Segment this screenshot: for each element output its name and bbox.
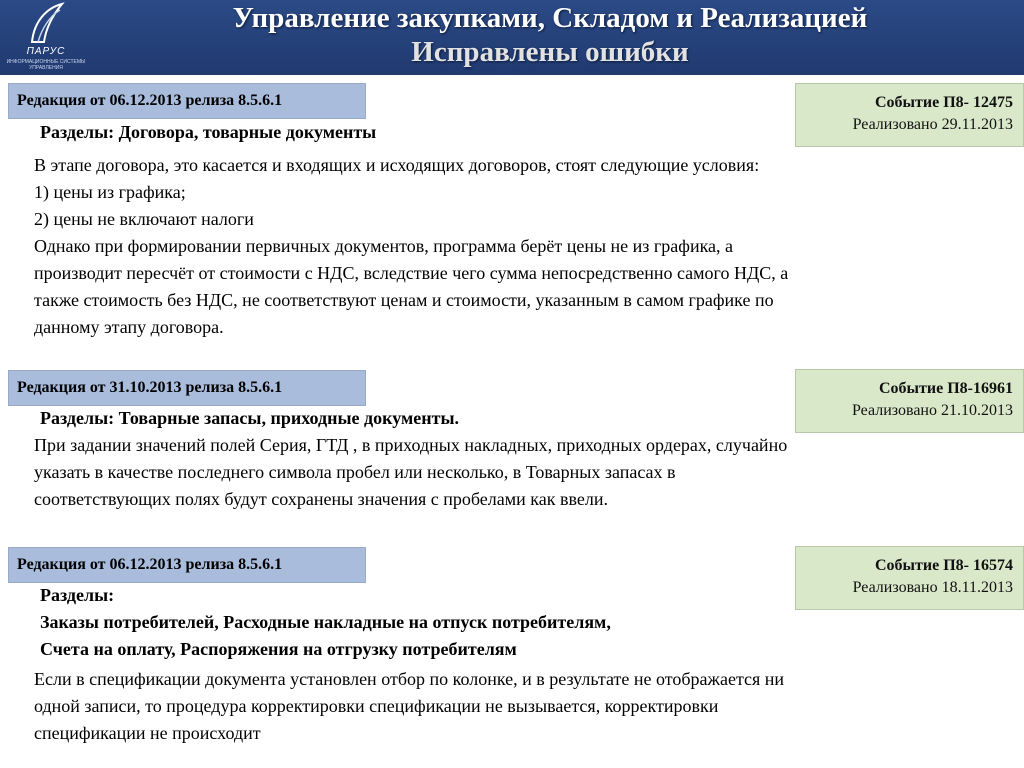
text-line: 2) цены не включают налоги: [34, 209, 254, 229]
event-title: Событие П8- 16574: [875, 557, 1013, 574]
text-line: спецификации не происходит: [34, 723, 261, 743]
sections-line: Разделы: Договора, товарные документы: [40, 122, 377, 142]
page-subtitle: Исправлены ошибки: [411, 36, 689, 68]
sections-line: Счета на оплату, Распоряжения на отгрузку потребителям: [40, 639, 517, 659]
text-line: одной записи, то процедура корректировки спецификации не вызывается, корректировки: [34, 696, 719, 716]
event-date: Реализовано 29.11.2013: [852, 116, 1013, 133]
event-box: [795, 369, 1024, 433]
description-text: [34, 432, 994, 513]
event-box: [795, 546, 1024, 610]
event-date: Реализовано 18.11.2013: [852, 579, 1013, 596]
sections-heading: [40, 582, 611, 663]
slide-header: [0, 0, 1024, 75]
edition-badge: Редакция от 31.10.2013 релиза 8.5.6.1: [8, 370, 366, 406]
event-date: Реализовано 21.10.2013: [851, 402, 1013, 419]
text-line: указать в качестве последнего символа пробел или несколько, в Товарных запасах в: [34, 462, 676, 482]
description-text: [34, 152, 994, 341]
edition-badge: Редакция от 06.12.2013 релиза 8.5.6.1: [8, 83, 366, 119]
text-line: соответствующих полях будут сохранены значения с пробелами как ввели.: [34, 489, 608, 509]
sections-line: Разделы: Товарные запасы, приходные документы.: [40, 408, 460, 428]
text-line: также стоимость без НДС, не соответствуют ценам и стоимости, указанным в самом графике по: [34, 290, 774, 310]
page-title: Управление закупками, Складом и Реализацией: [232, 2, 868, 34]
text-line: В этапе договора, это касается и входящих и исходящих договоров, стоят следующие условия:: [34, 155, 760, 175]
logo-tagline: ИНФОРМАЦИОННЫЕ СИСТЕМЫ УПРАВЛЕНИЯ: [6, 59, 86, 71]
logo-word: ПАРУС: [26, 46, 66, 57]
text-line: Если в спецификации документа установлен отбор по колонке, и в результате не отображается ни: [34, 669, 785, 689]
text-line: При задании значений полей Серия, ГТД , в приходных накладных, приходных ордерах, случайно: [34, 435, 788, 455]
event-box: [795, 83, 1024, 147]
sections-line: Заказы потребителей, Расходные накладные на отпуск потребителям,: [40, 612, 611, 632]
company-logo: [4, 2, 88, 72]
text-line: данному этапу договора.: [34, 317, 224, 337]
text-line: Однако при формировании первичных документов, программа берёт цены не из графика, а: [34, 236, 734, 256]
text-line: 1) цены из графика;: [34, 182, 186, 202]
event-title: Событие П8-16961: [879, 380, 1013, 397]
event-title: Событие П8- 12475: [875, 94, 1013, 111]
parus-logo-icon: [24, 2, 68, 46]
sections-heading: [40, 119, 376, 146]
description-text: [34, 666, 994, 747]
text-line: производит пересчёт от стоимости с НДС, вследствие чего сумма непосредственно самого НДС, а: [34, 263, 789, 283]
sections-line: Разделы:: [40, 585, 115, 605]
sections-heading: [40, 405, 459, 432]
edition-badge: Редакция от 06.12.2013 релиза 8.5.6.1: [8, 547, 366, 583]
